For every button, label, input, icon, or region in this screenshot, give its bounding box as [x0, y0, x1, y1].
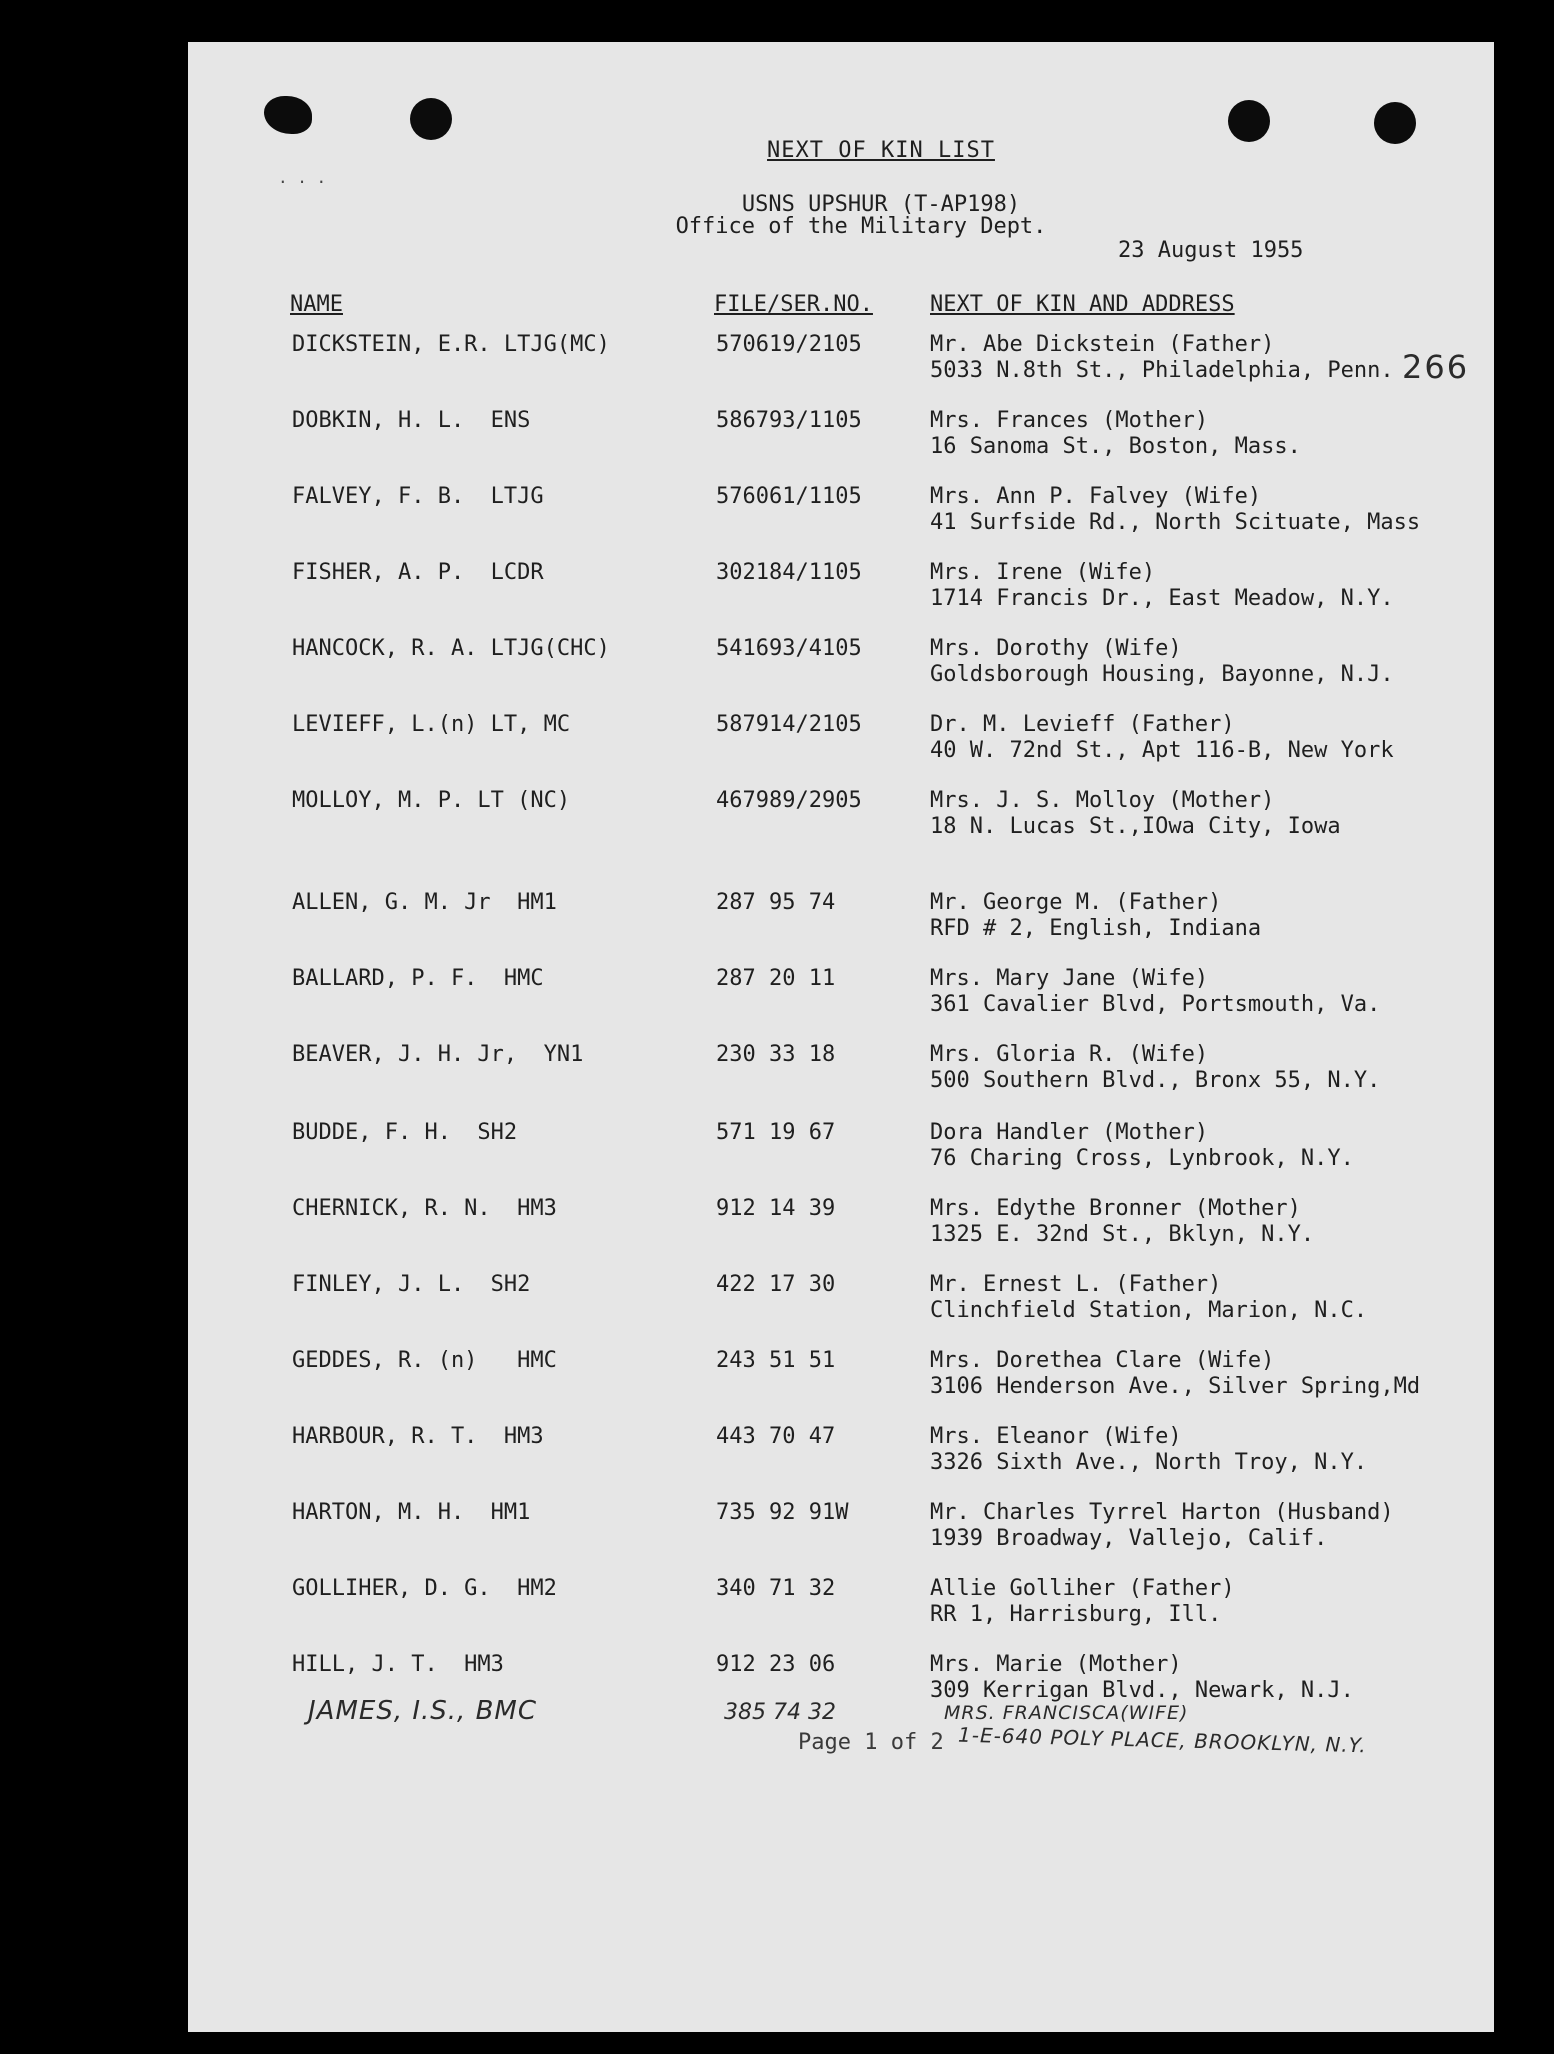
kin-person: Mrs. Frances (Mother): [930, 408, 1209, 433]
handwritten-name: JAMES, I.S., BMC: [308, 1696, 538, 1726]
row-kin: [930, 408, 1301, 460]
kin-person: Mr. Charles Tyrrel Harton (Husband): [930, 1500, 1394, 1525]
kin-person: Mrs. Ann P. Falvey (Wife): [930, 484, 1262, 509]
row-file: 587914/2105: [716, 712, 862, 737]
row-kin: [930, 1500, 1394, 1552]
kin-person: Mr. Abe Dickstein (Father): [930, 332, 1275, 357]
row-file: 230 33 18: [716, 1042, 836, 1067]
row-file: 340 71 32: [716, 1576, 836, 1601]
kin-address: Goldsborough Housing, Bayonne, N.J.: [930, 662, 1394, 687]
document-title: NEXT OF KIN LIST: [767, 138, 995, 163]
kin-person: Allie Golliher (Father): [930, 1576, 1235, 1601]
kin-address: 1714 Francis Dr., East Meadow, N.Y.: [930, 586, 1394, 611]
table-row: [188, 636, 1494, 696]
table-row: [188, 1042, 1494, 1102]
handwritten-file: 385 74 32: [724, 1700, 836, 1725]
row-kin: [930, 890, 1261, 942]
handwritten-address: 1-E-640 POLY PLACE, BROOKLYN, N.Y.: [957, 1722, 1368, 1758]
row-kin: [930, 560, 1394, 612]
table-row: [188, 1196, 1494, 1256]
kin-address: 18 N. Lucas St.,IOwa City, Iowa: [930, 814, 1341, 839]
kin-address: 3106 Henderson Ave., Silver Spring,Md: [930, 1374, 1421, 1399]
table-row: [188, 1576, 1494, 1636]
row-kin: [930, 966, 1380, 1018]
vessel-name: USNS UPSHUR (T-AP198): [741, 192, 1021, 217]
kin-person: Mr. George M. (Father): [930, 890, 1222, 915]
kin-address: 76 Charing Cross, Lynbrook, N.Y.: [930, 1146, 1354, 1171]
row-name: HARBOUR, R. T. HM3: [292, 1424, 544, 1449]
row-file: 541693/4105: [716, 636, 862, 661]
row-file: 586793/1105: [716, 408, 862, 433]
document-date: 23 August 1955: [1118, 238, 1304, 263]
kin-person: Mrs. Irene (Wife): [930, 560, 1156, 585]
punch-hole: [1228, 100, 1270, 142]
kin-person: Mr. Ernest L. (Father): [930, 1272, 1222, 1297]
column-header-name: NAME: [290, 292, 343, 317]
row-name: HILL, J. T. HM3: [292, 1652, 504, 1677]
row-kin: [930, 1272, 1367, 1324]
row-name: FINLEY, J. L. SH2: [292, 1272, 531, 1297]
kin-person: Mrs. Dorethea Clare (Wife): [930, 1348, 1275, 1373]
row-name: BALLARD, P. F. HMC: [292, 966, 544, 991]
punch-hole: [264, 96, 312, 134]
office-name: Office of the Military Dept.: [675, 214, 1047, 239]
row-file: 912 23 06: [716, 1652, 836, 1677]
kin-address: 40 W. 72nd St., Apt 116-B, New York: [930, 738, 1394, 763]
page-number: Page 1 of 2: [798, 1730, 944, 1755]
kin-address: 500 Southern Blvd., Bronx 55, N.Y.: [930, 1068, 1381, 1093]
row-kin: [930, 712, 1394, 764]
kin-person: Mrs. Mary Jane (Wife): [930, 966, 1209, 991]
kin-person: Mrs. Marie (Mother): [930, 1652, 1182, 1677]
table-row: [188, 1348, 1494, 1408]
kin-address: RR 1, Harrisburg, Ill.: [930, 1602, 1222, 1627]
row-name: HARTON, M. H. HM1: [292, 1500, 531, 1525]
kin-address: 361 Cavalier Blvd, Portsmouth, Va.: [930, 992, 1381, 1017]
table-row: [188, 1272, 1494, 1332]
row-file: 570619/2105: [716, 332, 862, 357]
row-kin: [930, 332, 1394, 384]
kin-person: Mrs. Dorothy (Wife): [930, 636, 1182, 661]
table-row: [188, 1500, 1494, 1560]
kin-person: Mrs. J. S. Molloy (Mother): [930, 788, 1275, 813]
row-kin: [930, 1424, 1367, 1476]
kin-address: 41 Surfside Rd., North Scituate, Mass: [930, 510, 1421, 535]
row-name: BEAVER, J. H. Jr, YN1: [292, 1042, 584, 1067]
table-row: [188, 1424, 1494, 1484]
row-file: 467989/2905: [716, 788, 862, 813]
kin-person: Dr. M. Levieff (Father): [930, 712, 1235, 737]
row-name: DOBKIN, H. L. ENS: [292, 408, 531, 433]
table-row: [188, 788, 1494, 848]
row-file: 302184/1105: [716, 560, 862, 585]
row-name: GEDDES, R. (n) HMC: [292, 1348, 557, 1373]
row-file: 287 20 11: [716, 966, 836, 991]
handwritten-kin: MRS. FRANCISCA(WIFE): [944, 1702, 1189, 1724]
kin-address: 1325 E. 32nd St., Bklyn, N.Y.: [930, 1222, 1315, 1247]
row-kin: [930, 1196, 1314, 1248]
punch-hole: [410, 98, 452, 140]
column-header-file: FILE/SER.NO.: [714, 292, 873, 317]
row-file: 571 19 67: [716, 1120, 836, 1145]
kin-person: Mrs. Eleanor (Wife): [930, 1424, 1182, 1449]
row-kin: [930, 788, 1341, 840]
row-file: 735 92 91W: [716, 1500, 849, 1525]
row-name: FISHER, A. P. LCDR: [292, 560, 544, 585]
kin-address: Clinchfield Station, Marion, N.C.: [930, 1298, 1368, 1323]
row-file: 576061/1105: [716, 484, 862, 509]
table-row: [188, 1120, 1494, 1180]
kin-address: 5033 N.8th St., Philadelphia, Penn.: [930, 358, 1394, 383]
table-row: [188, 484, 1494, 544]
kin-address: 16 Sanoma St., Boston, Mass.: [930, 434, 1301, 459]
row-name: LEVIEFF, L.(n) LT, MC: [292, 712, 571, 737]
row-kin: [930, 1652, 1354, 1704]
row-file: 422 17 30: [716, 1272, 836, 1297]
row-kin: [930, 636, 1394, 688]
paper-speck: . . .: [278, 168, 327, 187]
row-file: 912 14 39: [716, 1196, 836, 1221]
kin-address: RFD # 2, English, Indiana: [930, 916, 1262, 941]
row-kin: [930, 484, 1420, 536]
document-page: [188, 42, 1494, 2032]
row-kin: [930, 1120, 1354, 1172]
row-name: DICKSTEIN, E.R. LTJG(MC): [292, 332, 610, 357]
table-row: [188, 712, 1494, 772]
kin-person: Dora Handler (Mother): [930, 1120, 1209, 1145]
row-name: ALLEN, G. M. Jr HM1: [292, 890, 557, 915]
row-kin: [930, 1576, 1235, 1628]
row-kin: [930, 1348, 1420, 1400]
row-file: 287 95 74: [716, 890, 836, 915]
table-row: [188, 890, 1494, 950]
kin-address: 1939 Broadway, Vallejo, Calif.: [930, 1526, 1328, 1551]
row-name: FALVEY, F. B. LTJG: [292, 484, 544, 509]
stamp-number: 266: [1402, 348, 1470, 386]
row-name: CHERNICK, R. N. HM3: [292, 1196, 557, 1221]
kin-address: 309 Kerrigan Blvd., Newark, N.J.: [930, 1678, 1354, 1703]
column-header-kin: NEXT OF KIN AND ADDRESS: [930, 292, 1235, 317]
row-file: 243 51 51: [716, 1348, 836, 1373]
table-row: [188, 408, 1494, 468]
row-name: GOLLIHER, D. G. HM2: [292, 1576, 557, 1601]
table-row: [188, 560, 1494, 620]
kin-address: 3326 Sixth Ave., North Troy, N.Y.: [930, 1450, 1368, 1475]
row-kin: [930, 1042, 1380, 1094]
row-name: HANCOCK, R. A. LTJG(CHC): [292, 636, 610, 661]
table-row: [188, 332, 1494, 392]
table-row: [188, 966, 1494, 1026]
kin-person: Mrs. Edythe Bronner (Mother): [930, 1196, 1301, 1221]
row-name: BUDDE, F. H. SH2: [292, 1120, 518, 1145]
kin-person: Mrs. Gloria R. (Wife): [930, 1042, 1209, 1067]
row-file: 443 70 47: [716, 1424, 836, 1449]
row-name: MOLLOY, M. P. LT (NC): [292, 788, 571, 813]
